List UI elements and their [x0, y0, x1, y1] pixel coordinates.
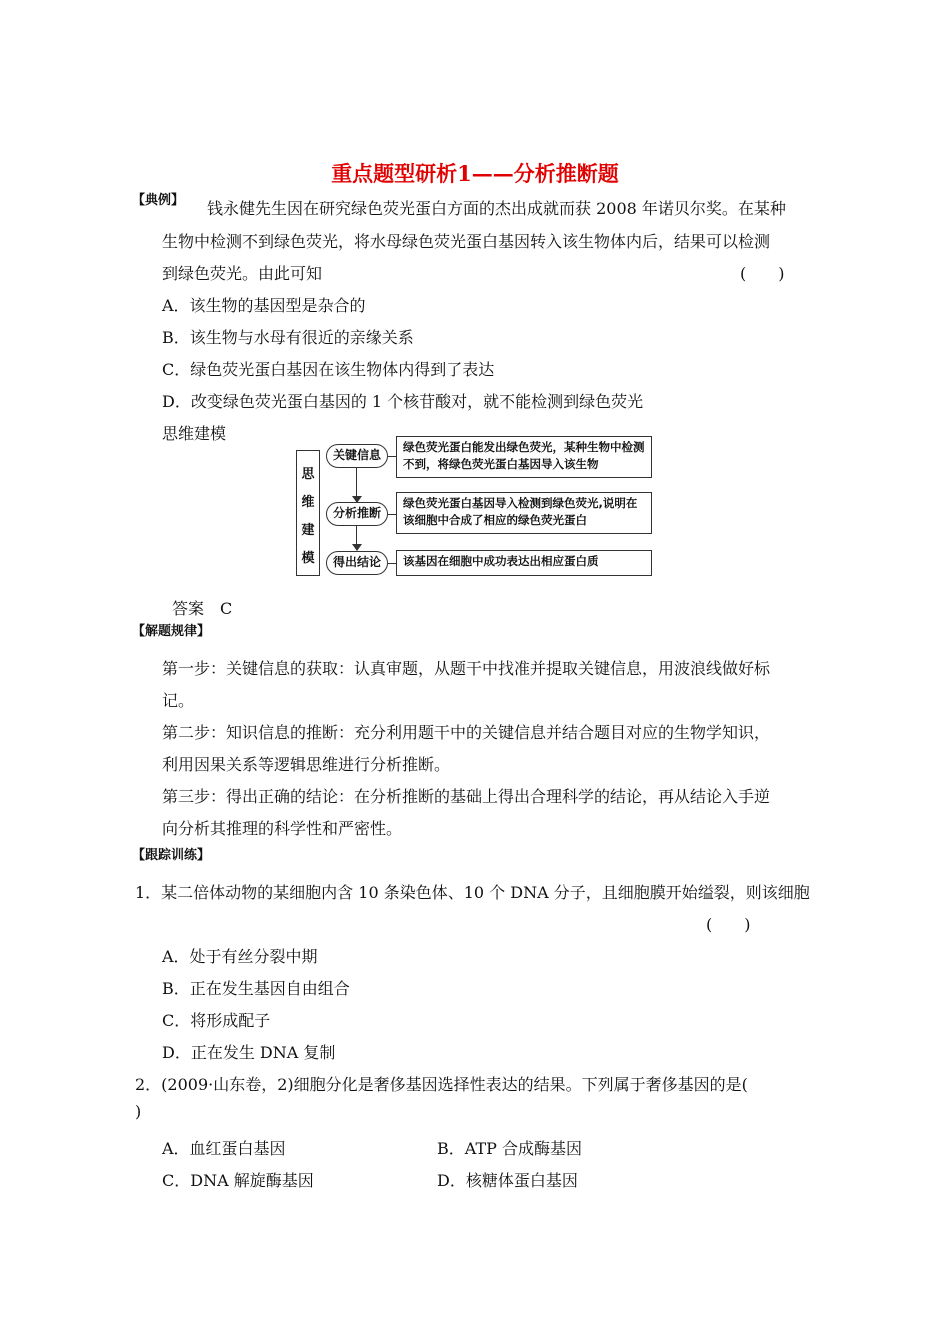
- q1-option-d: D．正在发生 DNA 复制: [162, 1043, 336, 1062]
- q1-option-c: C．将形成配子: [162, 1011, 271, 1030]
- page-title: 重点题型研析1——分析推断题: [331, 161, 619, 186]
- rules-label: 【解题规律】: [132, 624, 211, 639]
- node-conclusion: 得出结论: [326, 551, 388, 575]
- option-c: C．绿色荧光蛋白基因在该生物体内得到了表达: [162, 360, 495, 379]
- side-char: 模: [301, 551, 315, 566]
- node-analysis: 分析推断: [326, 502, 388, 526]
- training-label: 【跟踪训练】: [132, 848, 211, 863]
- q1-option-a: A．处于有丝分裂中期: [162, 947, 318, 966]
- rules-line: 第一步：关键信息的获取：认真审题，从题干中找准并提取关键信息，用波浪线做好标: [162, 659, 771, 678]
- q2-option-c: C．DNA 解旋酶基因: [162, 1171, 314, 1190]
- example-line: 到绿色荧光。由此可知: [162, 264, 323, 283]
- rules-line: 记。: [162, 691, 195, 710]
- rules-line: 利用因果关系等逻辑思维进行分析推断。: [162, 755, 451, 774]
- q2-option-a: A．血红蛋白基因: [162, 1139, 286, 1158]
- q2-option-d: D．核糖体蛋白基因: [437, 1171, 578, 1190]
- option-d: D．改变绿色荧光蛋白基因的 1 个核苷酸对，就不能检测到绿色荧光: [162, 392, 644, 411]
- rules-line: 向分析其推理的科学性和严密性。: [162, 819, 403, 838]
- question-1-stem: 1．某二倍体动物的某细胞内含 10 条染色体、10 个 DNA 分子，且细胞膜开始缢裂，则该细胞: [135, 883, 810, 902]
- example-line: 生物中检测不到绿色荧光，将水母绿色荧光蛋白基因转入该生物体内后，结果可以检测: [162, 232, 771, 251]
- model-heading: 思维建模: [162, 424, 227, 443]
- step-box-key-info: 绿色荧光蛋白能发出绿色荧光，某种生物中检测不到，将绿色荧光蛋白基因导入该生物: [396, 436, 652, 478]
- option-a: A．该生物的基因型是杂合的: [162, 296, 366, 315]
- rules-line: 第二步：知识信息的推断：充分利用题干中的关键信息并结合题目对应的生物学知识，: [162, 723, 771, 742]
- node-key-info: 关键信息: [326, 444, 388, 468]
- connector: [388, 456, 396, 457]
- side-char: 建: [301, 523, 315, 538]
- question-2-stem-end: ): [135, 1102, 142, 1121]
- answer-blank: ( ): [740, 264, 785, 283]
- rules-line: 第三步：得出正确的结论：在分析推断的基础上得出合理科学的结论，再从结论入手逆: [162, 787, 771, 806]
- option-b: B．该生物与水母有很近的亲缘关系: [162, 328, 414, 347]
- step-box-analysis: 绿色荧光蛋白基因导入检测到绿色荧光,说明在该细胞中合成了相应的绿色荧光蛋白: [396, 492, 652, 534]
- q1-option-b: B．正在发生基因自由组合: [162, 979, 350, 998]
- example-line: 钱永健先生因在研究绿色荧光蛋白方面的杰出成就而获 2008 年诺贝尔奖。在某种: [207, 199, 786, 218]
- q2-option-b: B．ATP 合成酶基因: [437, 1139, 582, 1158]
- step-box-conclusion: 该基因在细胞中成功表达出相应蛋白质: [396, 550, 652, 576]
- arrow-down-icon: [352, 544, 362, 551]
- connector: [388, 563, 396, 564]
- connector: [388, 514, 396, 515]
- side-char: 思: [301, 467, 315, 482]
- side-char: 维: [301, 495, 315, 510]
- question-1-blank: ( ): [706, 915, 751, 934]
- example-answer: 答案 C: [172, 599, 233, 618]
- question-2-stem: 2．(2009·山东卷，2)细胞分化是奢侈基因选择性表达的结果。下列属于奢侈基因的是(: [135, 1075, 748, 1094]
- thinking-model-diagram: [290, 432, 660, 582]
- diagram-side-label: [296, 450, 320, 576]
- example-label: 【典例】: [132, 193, 185, 208]
